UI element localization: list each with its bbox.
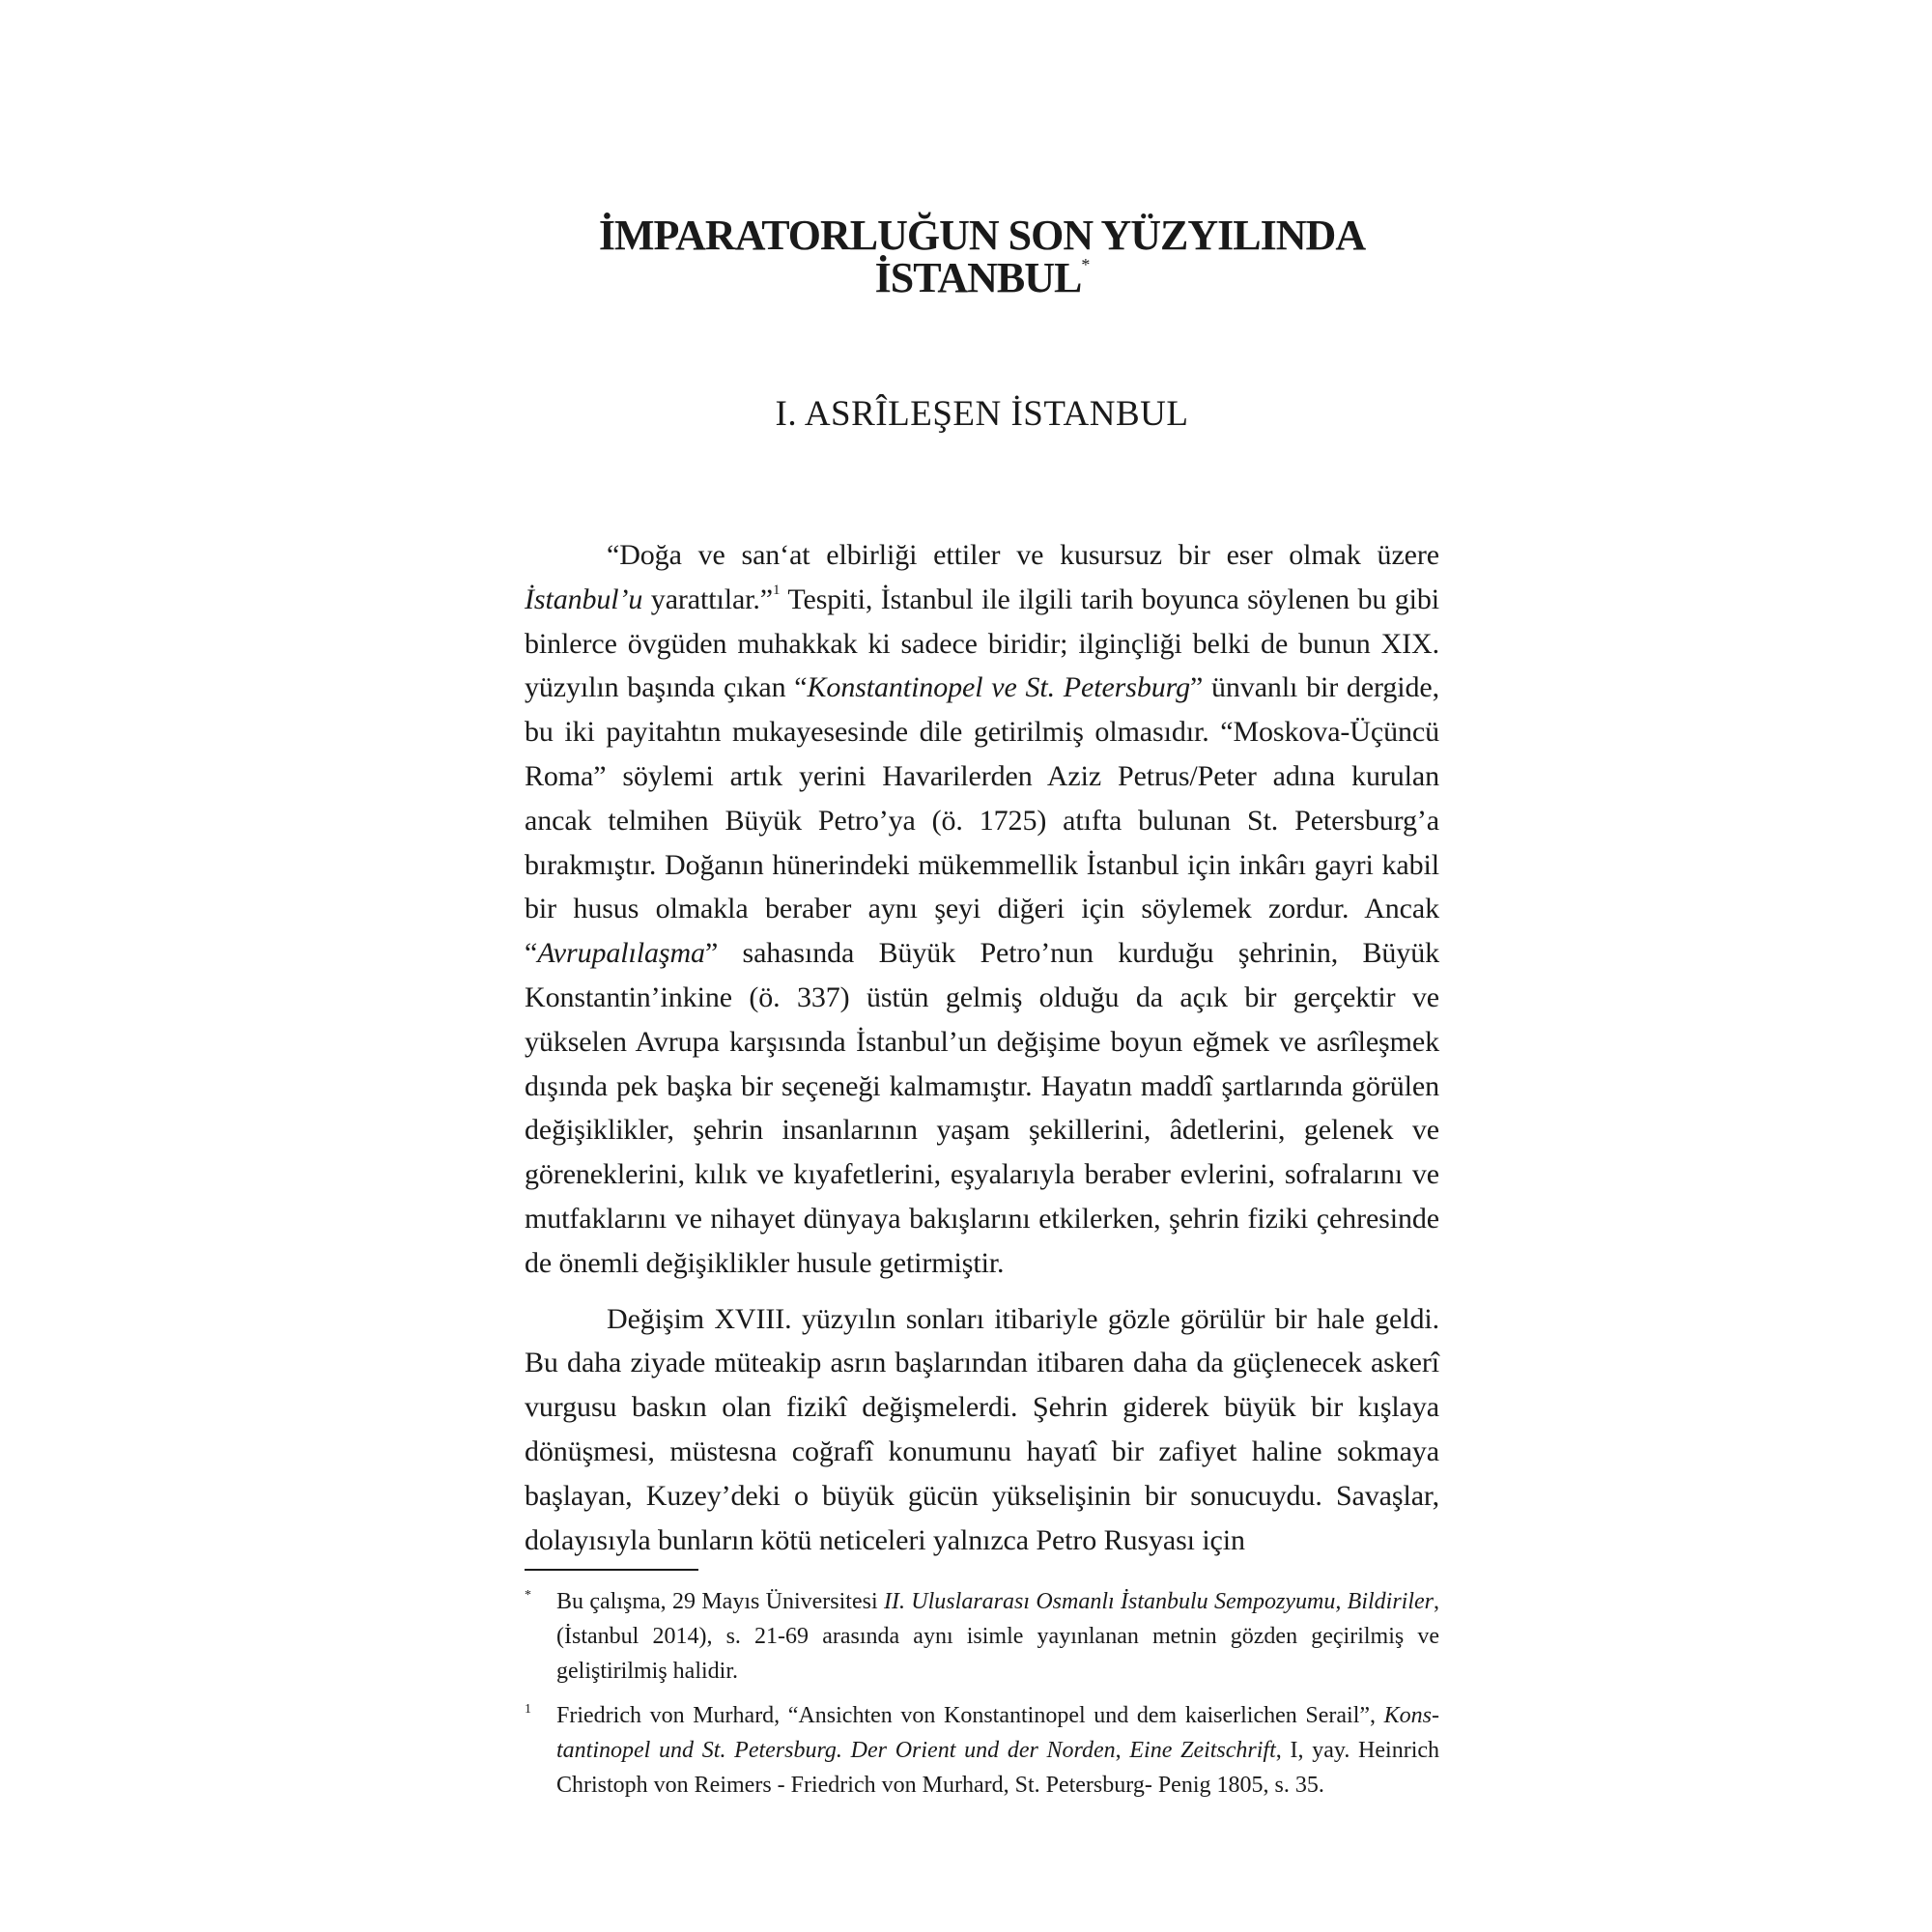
book-page bbox=[525, 0, 1439, 1932]
footnote-text: , (İstanbul 2014), s. 21-69 arasında aynı isimle yayınlanan metnin gözden geçirilmiş ve geliştirilmiş halidir. bbox=[556, 1589, 1439, 1684]
footnote-italic-symposium: II. Uluslararası Osmanlı İstanbulu Sempozyumu, Bildiriler bbox=[883, 1589, 1434, 1614]
paragraph-1-text: Tespiti, İstanbul ile ilgili tarih boyunca söylenen bu gibi binlerce övgüden muhakkak ki sadece biridir; ilginçliği belki de bunun XIX. yüzyılın başında çıkan “ bbox=[525, 582, 1439, 704]
footnote-ref-1[interactable]: 1 bbox=[773, 582, 781, 598]
paragraph-1-italic-istanbul: İstanbul’u bbox=[525, 582, 643, 615]
footnote-text: Friedrich von Murhard, “Ansichten von Konstantinopel und dem kaiserlichen Serail”, bbox=[556, 1703, 1384, 1728]
footnote-1 bbox=[525, 1698, 1439, 1803]
chapter-footnote-marker[interactable]: * bbox=[1081, 255, 1090, 275]
footnote-text: Bu çalışma, 29 Mayıs Üniversitesi bbox=[556, 1589, 884, 1614]
footnotes bbox=[525, 1584, 1439, 1812]
section-title: I. ASRÎLEŞEN İSTANBUL bbox=[775, 394, 1189, 434]
paragraph-1-text: “Doğa ve san‘at elbirliği ettiler ve kusursuz bir eser olmak üzere bbox=[607, 539, 1439, 571]
paragraph-1-italic-journal: Konstantinopel ve St. Petersburg bbox=[807, 671, 1190, 704]
footnote-mark-star: * bbox=[525, 1588, 531, 1603]
paragraph-1-text: ” sahasında Büyük Petro’nun kurduğu şehrinin, Büyük Konstantin’inkine (ö. 337) üstün gelmiş olduğu da açık bir gerçektir ve yükselen Avrupa karşısında İstanbul’un değişime boyun eğmek ve asrîleşmek dışında pek başka bir seçeneği kalmamıştır. Hayatın maddî şartlarında görülen değişiklikler, şehrin insanlarının yaşam şekillerini, âdetlerini, gelenek ve göreneklerini, kılık ve kıyafetlerini, eşyalarıyla beraber evlerini, sofralarını ve mutfaklarını ve nihayet dünyaya bakışlarını etkilerken, şehrin fiziki çehresinde de önemli değişiklikler husule getirmiştir. bbox=[525, 937, 1439, 1279]
footnote-italic-zeitschrift: Eine Zeitschrift bbox=[1129, 1738, 1276, 1763]
paragraph-1-text: ” ünvanlı bir dergide, bu iki payitahtın mukayesesinde dile getirilmiş olmasıdır. “Moskova-Üçüncü Roma” söylemi artık yerini Havarilerden Aziz Petrus/Peter adına kurulan ancak telmihen Büyük Petro’ya (ö. 1725) atıfta bulunan St. Petersburg’a bırakmıştır. Doğanın hünerindeki mükemmellik İstanbul için inkârı gayri kabil bir husus olmakla beraber aynı şeyi diğeri için söylemek zordur. Ancak “ bbox=[525, 671, 1440, 970]
body-text bbox=[525, 533, 1439, 1574]
footnote-separator bbox=[525, 1569, 698, 1571]
chapter-title-text: İMPARATORLUĞUN SON YÜZYILINDA İSTANBUL bbox=[598, 212, 1366, 301]
footnote-text: , bbox=[1115, 1738, 1130, 1763]
paragraph-1-text: yarattılar.” bbox=[642, 582, 774, 615]
footnote-mark-1: 1 bbox=[525, 1702, 531, 1717]
paragraph-2: Değişim XVIII. yüzyılın sonları itibariyle gözle görülür bir hale geldi. Bu daha ziyade müteakip asrın başlarından itibaren daha da güçlenecek askerî vurgusu baskın olan fizikî değişmelerdi. Şehrin giderek büyük bir kışlaya dönüşmesi, müstesna coğrafî konumunu hayatî bir zafiyet haline sokmaya başlayan, Kuzey’deki o büyük gücün yükselişinin bir sonucuydu. Savaşlar, dolayısıyla bunların kötü neticeleri yalnızca Petro Rusyası için bbox=[525, 1302, 1439, 1556]
paragraph-1 bbox=[525, 533, 1439, 1286]
paragraph-1-italic-avrupalilasma: Avrupalılaşma bbox=[537, 937, 705, 970]
chapter-title bbox=[525, 214, 1439, 299]
footnote-star bbox=[525, 1584, 1439, 1689]
footnote-text: , I, yay. Heinrich Christoph von Reimers - Friedrich von Murhard, St. Petersburg- Penig 1805, s. 35. bbox=[556, 1738, 1440, 1798]
footnote-italic-journal: Konstantinopel und St. Petersburg. Der Orient und der Norden bbox=[556, 1703, 1439, 1763]
